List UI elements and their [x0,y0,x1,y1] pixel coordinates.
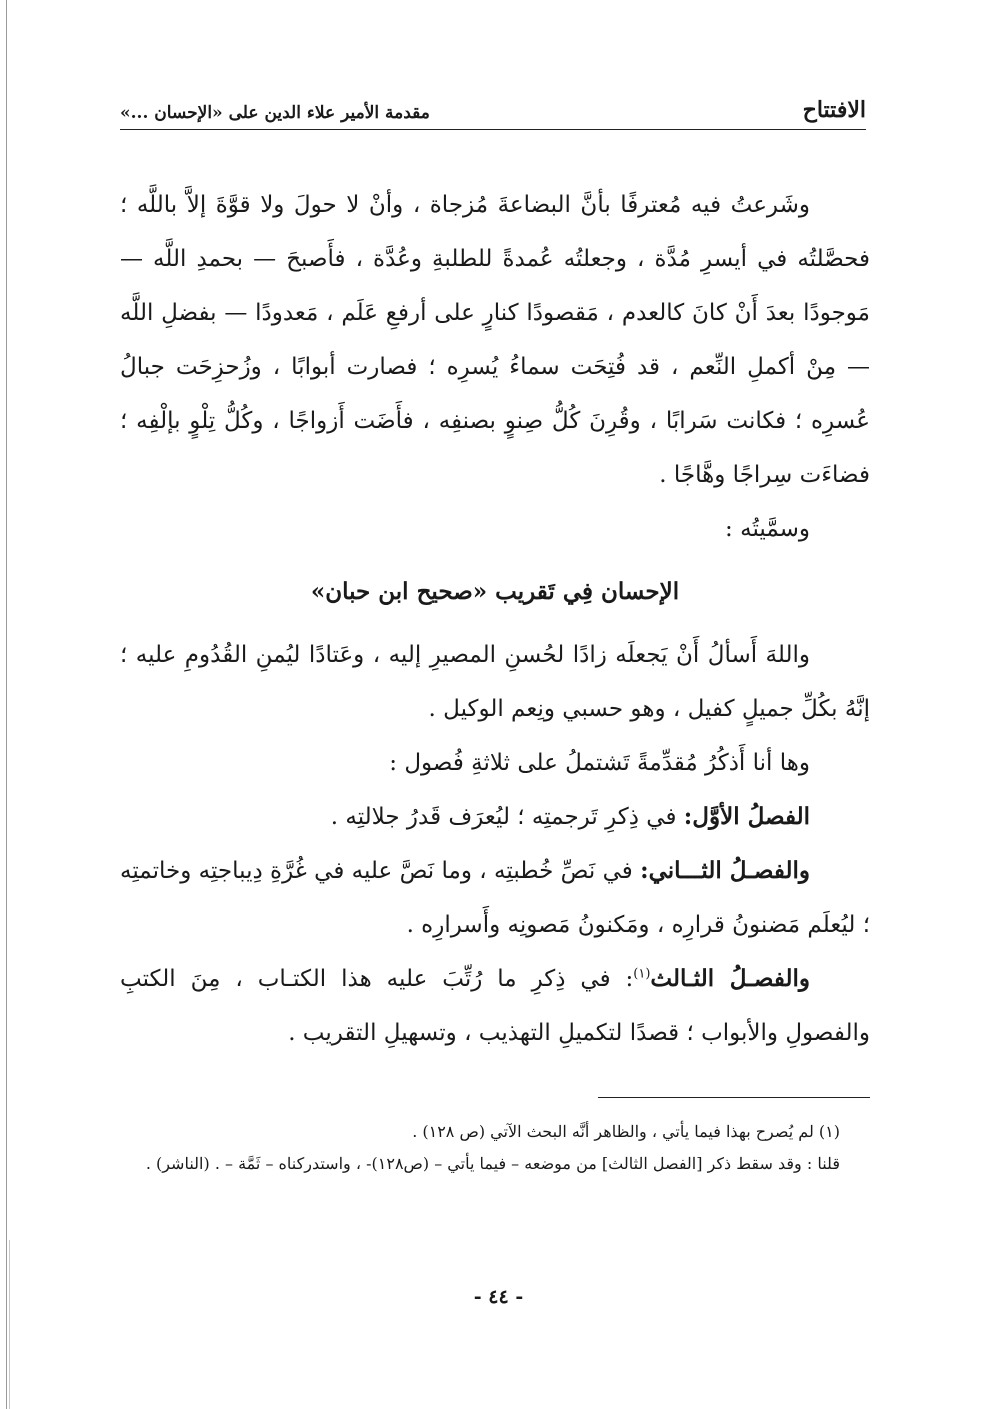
chapter-3-heading: والفصـلُ الثـالث [650,965,810,992]
chapter-1 [120,790,870,844]
paragraph-prayer: واللهَ أَسألُ أَنْ يَجعلَه زادًا لحُسنِ المصيرِ إليه ، وعَتادًا ليُمنِ القُدُومِ عليه ؛ إنَّهُ بكُلِّ جميلٍ كفيل ، وهو حسبي ونِعم الوكيل . [120,642,870,722]
chapter-3-text: : في ذِكرِ ما رُتِّبَ عليه هذا الكتـاب ، مِنَ الكتبِ والفصولِ والأبواب ؛ قصدًا لتكميلِ التهذيب ، وتسهيلِ التقريب . [120,966,870,1046]
header-section: الافتتاح [802,97,866,123]
chapter-3 [120,952,870,1060]
chapter-1-heading: الفصلُ الأوَّل: [683,803,810,830]
chapter-2 [120,844,870,952]
footnote-editor-note: قلنا : وقد سقط ذكر [الفصل الثالث] من موضعه – فيما يأتي – (ص١٢٨)- ، واستدركناه – ثَمَّة – . (الناشر) . [145,1154,840,1173]
main-text [120,178,870,1060]
footnote-divider [598,1097,870,1098]
footnote-1: (١) لم يُصرح بهذا فيما يأتي ، والظاهر أنَّه البحث الآتي (ص ١٢٨) . [412,1122,840,1141]
naming-intro: وسمَّيتُه : [725,516,810,542]
scan-edge [6,0,7,1409]
footnote-marker[interactable]: (١) [633,966,651,982]
scan-edge-secondary [9,1240,10,1409]
chapter-1-text: في ذِكرِ تَرجمتِه ؛ ليُعرَف قَدرُ جلالتِه . [330,804,684,830]
paragraph-intro: وشَرعتُ فيه مُعترفًا بأنَّ البضاعةَ مُزجاة ، وأنْ لا حولَ ولا قوَّةَ إلاَّ باللَّه ؛ فحصَّلتُه في أيسرِ مُدَّة ، وجعلتُه عُمدةً للطلبةِ وعُدَّة ، فأَصبحَ — بحمدِ اللَّه — مَوجودًا بعدَ أَنْ كانَ كالعدم ، مَقصودًا كنارٍ على أرفعِ عَلَم ، مَعدودًا — بفضلِ اللَّه — مِنْ أكملِ النِّعم ، قد فُتِحَت سماءُ يُسرِه ؛ فصارت أبوابًا ، وزُحزِحَت جبالُ عُسرِه ؛ فكانت سَرابًا ، وقُرِنَ كُلُّ صِنوٍ بصنفِه ، فأَضَت أَزواجًا ، وكُلُّ تِلْوٍ بإلْفِه ؛ فضاءَت سِراجًا وهَّاجًا . [120,192,870,488]
page-number: - ٤٤ - [473,1286,524,1308]
running-header [120,96,866,130]
footnotes [120,1116,870,1180]
header-running-title: مقدمة الأمير علاء الدين على «الإحسان ...» [120,103,430,123]
chapter-2-text: في نَصِّ خُطبتِه ، وما نَصَّ عليه في غُرَّةِ دِيباجتِه وخاتمتِه ؛ ليُعلَم مَضنونُ قرارِه ، ومَكنونُ مَصونِه وأَسرارِه . [120,858,870,938]
book-title: الإحسان فِي تَقريب «صحيح ابن حبان» [310,578,680,605]
paragraph-chapters-intro: وها أنا أَذكُرُ مُقدِّمةً تَشتملُ على ثلاثةِ فُصول : [389,750,810,776]
chapter-2-heading: والفصـلُ الثـــاني: [640,857,811,884]
